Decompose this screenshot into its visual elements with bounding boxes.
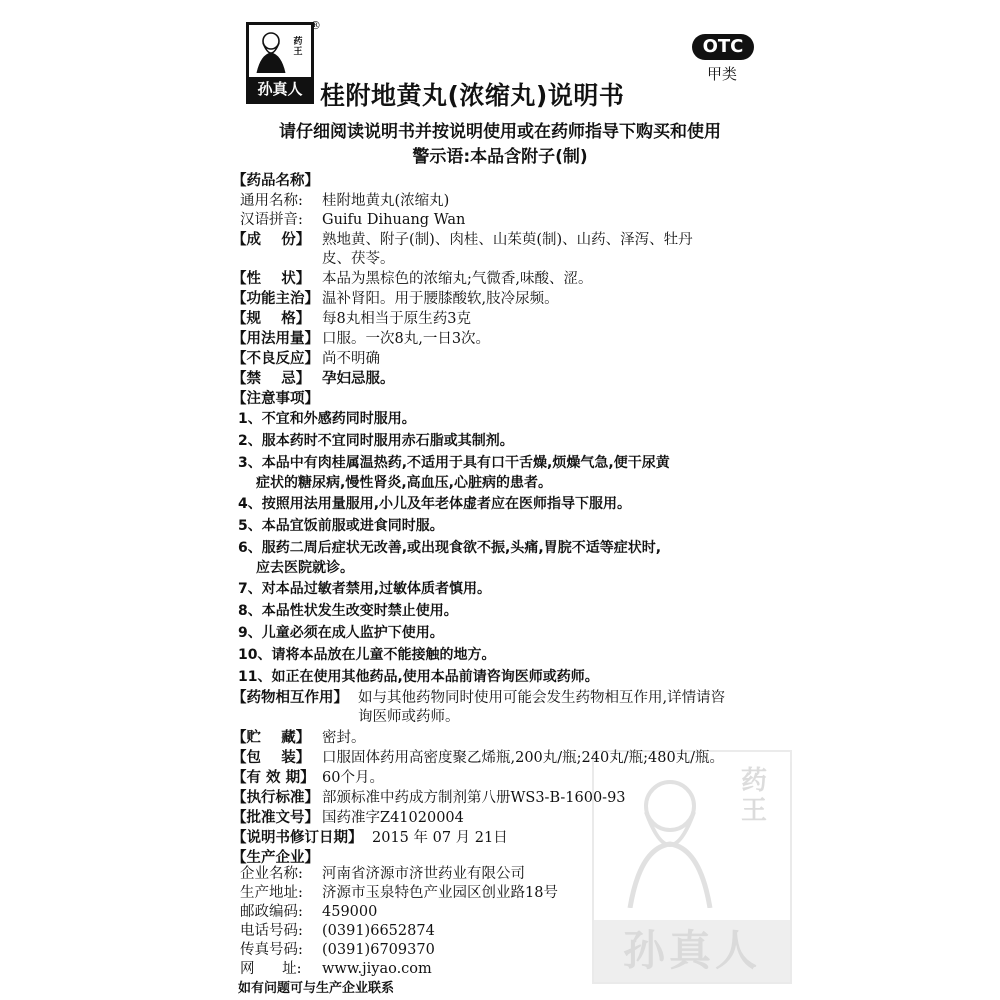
website-value: www.jiyao.com	[322, 961, 432, 977]
warning-note: 警示语:本品含附子(制)	[412, 147, 588, 167]
revision-date: 2015 年 07 月 21日	[372, 830, 508, 846]
precaution-item: 11、如正在使用其他药品,使用本品前请咨询医师或药师。	[238, 669, 599, 685]
logo-name: 孙真人	[249, 77, 311, 101]
document-title: 桂附地黄丸(浓缩丸)说明书	[320, 81, 625, 110]
phone-value: (0391)6652874	[322, 923, 435, 939]
package-label: 【包 装】	[232, 750, 311, 766]
revision-label: 【说明书修订日期】	[232, 830, 363, 846]
otc-class-label: 甲类	[707, 65, 738, 83]
watermark-seal: 药王	[740, 766, 767, 826]
approval-value: 国药准字Z41020004	[322, 810, 464, 826]
function-value: 温补肾阳。用于腰膝酸软,肢冷尿频。	[322, 291, 559, 307]
package-value: 口服固体药用高密度聚乙烯瓶,200丸/瓶;240丸/瓶;480丸/瓶。	[322, 750, 725, 766]
contact-footer: 如有问题可与生产企业联系	[238, 981, 395, 996]
fax-label: 传真号码:	[240, 942, 303, 958]
fax-value: (0391)6709370	[322, 942, 435, 958]
watermark-name: 孙真人	[594, 920, 790, 982]
precaution-item: 3、本品中有肉桂属温热药,不适用于具有口干舌燥,烦燥气急,便干尿黄	[238, 455, 670, 471]
logo-seal: 药王	[293, 37, 303, 57]
precaution-item: 6、服药二周后症状无改善,或出现食欲不振,头痛,胃脘不适等症状时,	[238, 540, 662, 556]
generic-name-value: 桂附地黄丸(浓缩丸)	[322, 193, 450, 209]
interaction-value: 如与其他药物同时使用可能会发生药物相互作用,详情请咨	[358, 690, 726, 706]
appearance-value: 本品为黑棕色的浓缩丸;气微香,味酸、涩。	[322, 271, 593, 287]
interaction-label: 【药物相互作用】	[232, 690, 348, 706]
precaution-item-cont: 症状的糖尿病,慢性肾炎,高血压,心脏病的患者。	[256, 475, 552, 491]
precaution-item-cont: 应去医院就诊。	[256, 560, 354, 576]
usage-value: 口服。一次8丸,一日3次。	[322, 331, 491, 347]
standard-label: 【执行标准】	[232, 790, 319, 806]
approval-label: 【批准文号】	[232, 810, 319, 826]
sage-figure-icon	[253, 29, 289, 73]
contraindication-label: 【禁 忌】	[232, 371, 311, 387]
contraindication-value: 孕妇忌服。	[322, 371, 395, 387]
function-label: 【功能主治】	[232, 291, 319, 307]
storage-label: 【贮 藏】	[232, 730, 311, 746]
adverse-value: 尚不明确	[322, 351, 380, 367]
standard-value: 部颁标准中药成方制剂第八册WS3-B-1600-93	[322, 790, 626, 806]
manufacturer-label: 【生产企业】	[232, 850, 319, 866]
reading-instruction: 请仔细阅读说明书并按说明使用或在药师指导下购买和使用	[279, 122, 721, 142]
address-value: 济源市玉泉特色产业园区创业路18号	[322, 885, 558, 901]
validity-value: 60个月。	[322, 770, 384, 786]
otc-badge: OTC	[692, 34, 754, 60]
precaution-item: 1、不宜和外感药同时服用。	[238, 411, 416, 427]
storage-value: 密封。	[322, 730, 366, 746]
sage-figure-icon	[610, 768, 730, 908]
postal-value: 459000	[322, 904, 378, 920]
spec-value: 每8丸相当于原生药3克	[322, 311, 471, 327]
company-label: 企业名称:	[240, 866, 303, 882]
ingredients-value: 熟地黄、附子(制)、肉桂、山茱萸(制)、山药、泽泻、牡丹	[322, 232, 693, 248]
adverse-label: 【不良反应】	[232, 351, 319, 367]
company-value: 河南省济源市济世药业有限公司	[322, 866, 525, 882]
spec-label: 【规 格】	[232, 311, 311, 327]
precaution-item: 9、儿童必须在成人监护下使用。	[238, 625, 444, 641]
precautions-label: 【注意事项】	[232, 391, 319, 407]
ingredients-value-cont: 皮、茯苓。	[322, 251, 395, 267]
pinyin-value: Guifu Dihuang Wan	[322, 212, 466, 228]
usage-label: 【用法用量】	[232, 331, 319, 347]
precaution-item: 10、请将本品放在儿童不能接触的地方。	[238, 647, 496, 663]
ingredients-label: 【成 份】	[232, 232, 311, 248]
website-label: 网 址:	[240, 961, 302, 977]
precaution-item: 2、服本药时不宜同时服用赤石脂或其制剂。	[238, 433, 514, 449]
precaution-item: 5、本品宜饭前服或进食同时服。	[238, 518, 444, 534]
appearance-label: 【性 状】	[232, 271, 311, 287]
precaution-item: 7、对本品过敏者禁用,过敏体质者慎用。	[238, 581, 492, 597]
pinyin-label: 汉语拼音:	[240, 212, 303, 228]
brand-logo	[246, 22, 314, 104]
interaction-value-cont: 询医师或药师。	[358, 709, 460, 725]
phone-label: 电话号码:	[240, 923, 303, 939]
drug-name-header: 【药品名称】	[232, 173, 319, 189]
validity-label: 【有 效 期】	[232, 770, 315, 786]
registered-mark: ®	[310, 19, 321, 32]
generic-name-label: 通用名称:	[240, 193, 303, 209]
precaution-item: 8、本品性状发生改变时禁止使用。	[238, 603, 458, 619]
postal-label: 邮政编码:	[240, 904, 303, 920]
address-label: 生产地址:	[240, 885, 303, 901]
watermark-logo	[592, 750, 792, 984]
precaution-item: 4、按照用法用量服用,小儿及年老体虚者应在医师指导下服用。	[238, 496, 632, 512]
